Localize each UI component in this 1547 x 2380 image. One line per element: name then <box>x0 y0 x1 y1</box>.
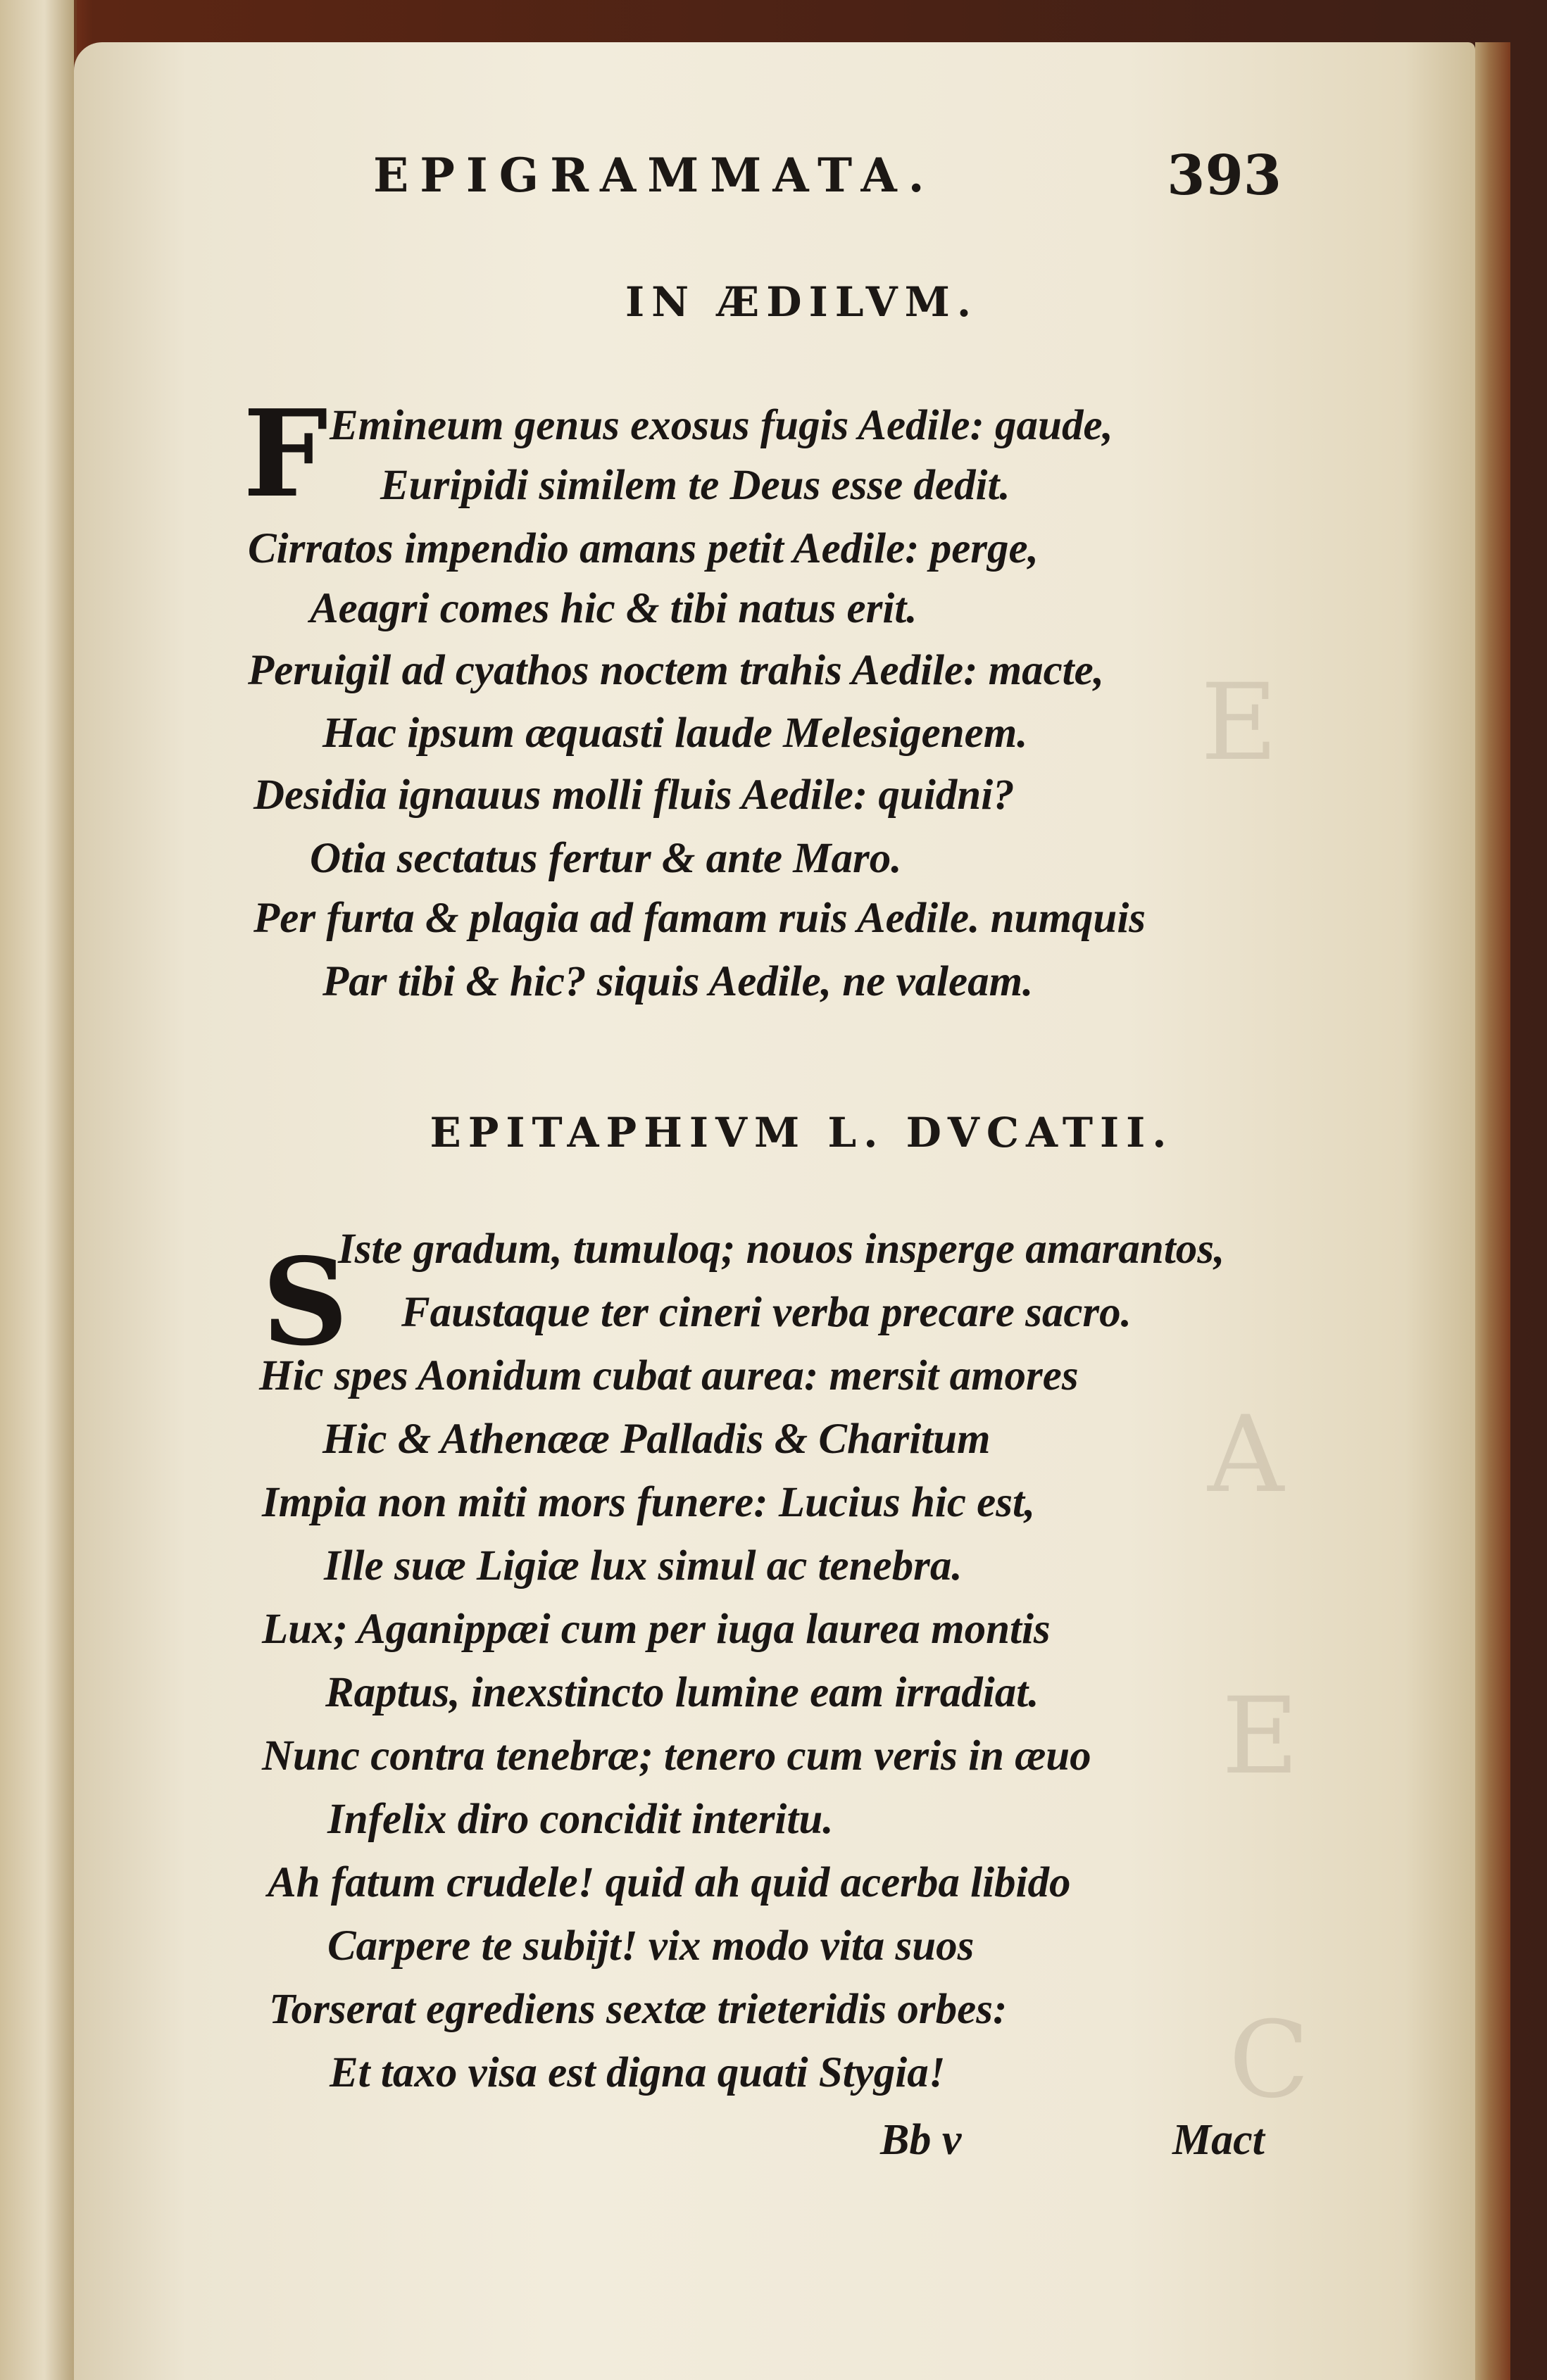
verse-line: Desidia ignauus molli fluis Aedile: quidni? <box>253 772 1015 819</box>
poem-title: EPITAPHIVM L. DVCATII. <box>430 1109 1174 1157</box>
verse-line: Ah fatum crudele! quid ah quid acerba libido <box>268 1859 1071 1906</box>
verse-line: Raptus, inexstincto lumine eam irradiat. <box>325 1669 1039 1716</box>
verse-line: Infelix diro concidit interitu. <box>327 1796 834 1843</box>
page-header <box>373 144 1282 211</box>
verse-line: Peruigil ad cyathos noctem trahis Aedile: macte, <box>248 647 1104 694</box>
verse-line: Hac ipsum æquasti laude Melesigenem. <box>322 710 1028 757</box>
verse-line: Par tibi & hic? siquis Aedile, ne valeam. <box>322 958 1034 1005</box>
page-number: 393 <box>1167 144 1282 208</box>
verse-line: Cirratos impendio amans petit Aedile: perge, <box>248 525 1039 572</box>
page-fore-edge <box>1475 42 1510 2380</box>
verse-line: Euripidi similem te Deus esse dedit. <box>380 462 1010 509</box>
verse-line: Nunc contra tenebræ; tenero cum veris in æuo <box>262 1732 1091 1780</box>
signature-mark: Bb v <box>880 2116 962 2164</box>
verse-line: Torserat egrediens sextæ trieteridis orbes: <box>269 1986 1008 2033</box>
verse-line: Emineum genus exosus fugis Aedile: gaude, <box>330 402 1113 449</box>
running-head: EPIGRAMMATA. <box>373 148 936 203</box>
drop-capital: S <box>262 1232 349 1373</box>
verse-line: Ille suæ Ligiæ lux simul ac tenebra. <box>324 1542 963 1589</box>
verse-line: Faustaque ter cineri verba precare sacro. <box>401 1289 1132 1336</box>
verse-line: Otia sectatus fertur & ante Maro. <box>310 835 902 882</box>
verse-line: Per furta & plagia ad famam ruis Aedile. numquis <box>253 895 1146 942</box>
verse-line: Hic & Athenææ Palladis & Charitum <box>322 1416 991 1463</box>
show-through-mark: A <box>1208 1394 1284 1516</box>
verse-line: Aeagri comes hic & tibi natus erit. <box>310 585 917 632</box>
verse-line: Lux; Aganippæi cum per iuga laurea montis <box>262 1606 1051 1653</box>
show-through-mark: E <box>1222 1675 1299 1798</box>
facing-page-edge <box>0 0 77 2380</box>
verse-line: Iste gradum, tumuloq; nouos insperge amarantos, <box>338 1226 1225 1273</box>
show-through-mark: C <box>1229 1999 1310 2122</box>
drop-capital: F <box>243 384 328 524</box>
verse-line: Impia non miti mors funere: Lucius hic est, <box>262 1479 1036 1526</box>
verse-line: Et taxo visa est digna quati Stygia! <box>330 2049 946 2096</box>
show-through-mark: E <box>1201 662 1278 784</box>
catchword: Mact <box>1172 2116 1265 2164</box>
verse-line: Carpere te subijt! vix modo vita suos <box>327 1922 975 1970</box>
poem-title: IN ÆDILVM. <box>625 278 979 326</box>
verse-line: Hic spes Aonidum cubat aurea: mersit amores <box>259 1352 1079 1399</box>
